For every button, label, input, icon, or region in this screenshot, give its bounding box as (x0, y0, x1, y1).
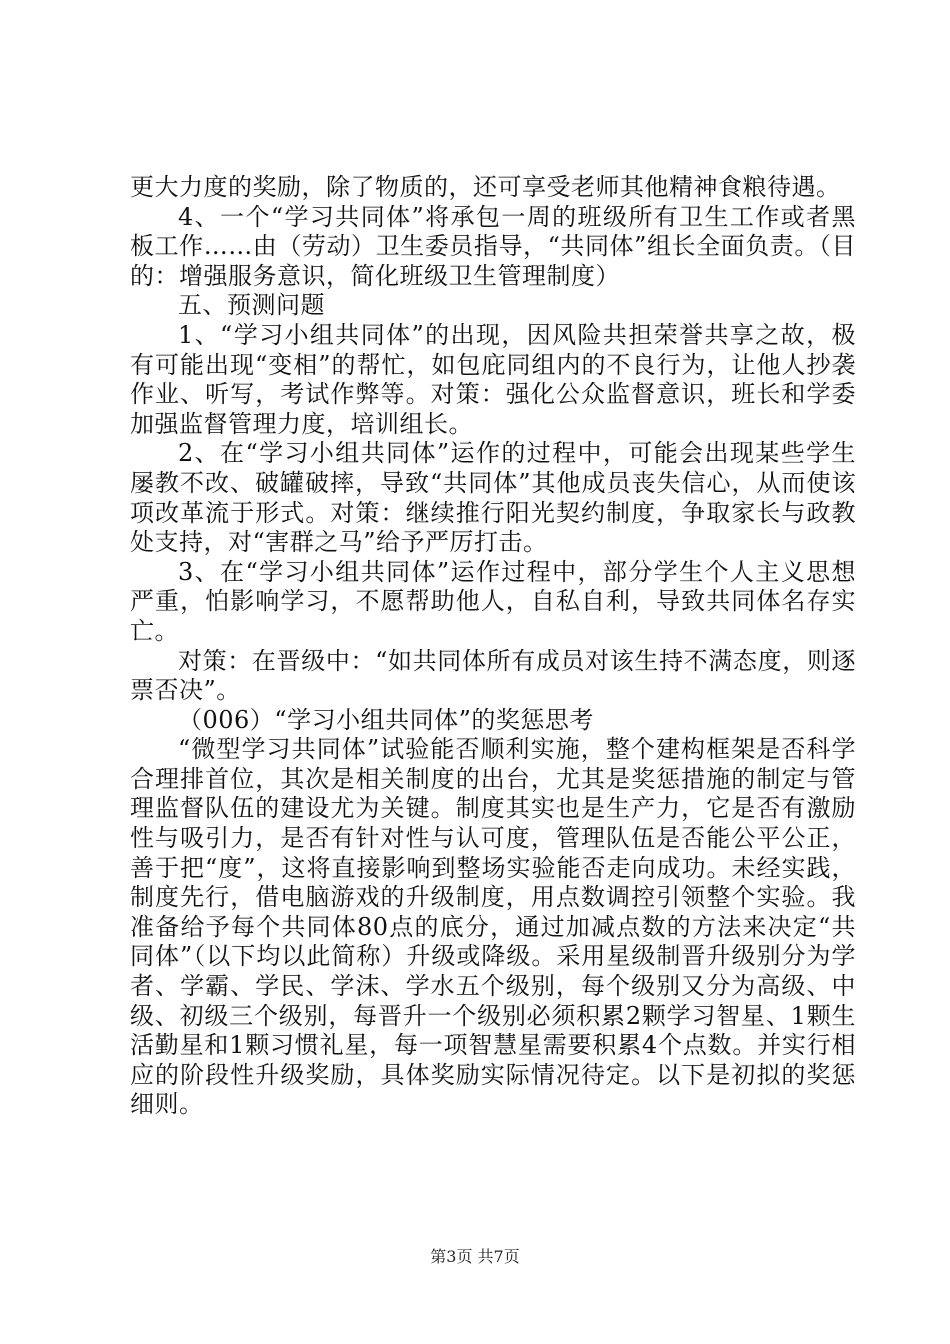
page-number: 第3页 共7页 (430, 1247, 520, 1266)
paragraph-forecast-2: 2、在“学习小组共同体”运作的过程中，可能会出现某些学生屡教不改、破罐破摔，导致“共同体”其他成员丧失信心，从而使该项改革流于形式。对策：继续推行阳光契约制度，争取家长与政教处支持，对“害群之马”给予严厉打击。 (130, 439, 856, 557)
document-body (130, 173, 856, 1120)
paragraph-rewards-body: “微型学习共同体”试验能否顺利实施，整个建构框架是否科学合理排首位，其次是相关制度的出台，尤其是奖惩措施的制定与管理监督队伍的建设尤为关键。制度其实也是生产力，它是否有激励性与吸引力，是否有针对性与认可度，管理队伍是否能公平公正，善于把“度”，这将直接影响到整场实验能否走向成功。未经实践，制度先行，借电脑游戏的升级制度，用点数调控引领整个实验。我准备给予每个共同体80点的底分，通过加减点数的方法来决定“共同体”（以下均以此简称）升级或降级。采用星级制晋升级别分为学者、学霸、学民、学沫、学水五个级别，每个级别又分为高级、中级、初级三个级别，每晋升一个级别必须积累2颗学习智星、1颗生活勤星和1颗习惯礼星，每一项智慧星需要积累4个点数。并实行相应的阶段性升级奖励，具体奖励实际情况待定。以下是初拟的奖惩细则。 (130, 735, 856, 1119)
section-heading-rewards: （006）“学习小组共同体”的奖惩思考 (178, 705, 594, 734)
paragraph-forecast-1: 1、“学习小组共同体”的出现，因风险共担荣誉共享之故，极有可能出现“变相”的帮忙，如包庇同组内的不良行为，让他人抄袭作业、听写，考试作弊等。对策：强化公众监督意识，班长和学委加强监督管理力度，培训组长。 (130, 320, 856, 438)
paragraph-countermeasure: 对策：在晋级中：“如共同体所有成员对该生持不满态度，则逐票否决”。 (130, 646, 856, 705)
paragraph-forecast-3: 3、在“学习小组共同体”运作过程中，部分学生个人主义思想严重，怕影响学习，不愿帮助他人，自私自利，导致共同体名存实亡。 (130, 557, 856, 645)
paragraph-item-4: 4、一个“学习共同体”将承包一周的班级所有卫生工作或者黑板工作……由（劳动）卫生委员指导，“共同体”组长全面负责。（目的：增强服务意识，简化班级卫生管理制度） (130, 202, 856, 290)
paragraph-continuation: 更大力度的奖励，除了物质的，还可享受老师其他精神食粮待遇。 (130, 173, 841, 201)
section-heading-forecast: 五、预测问题 (178, 291, 325, 320)
